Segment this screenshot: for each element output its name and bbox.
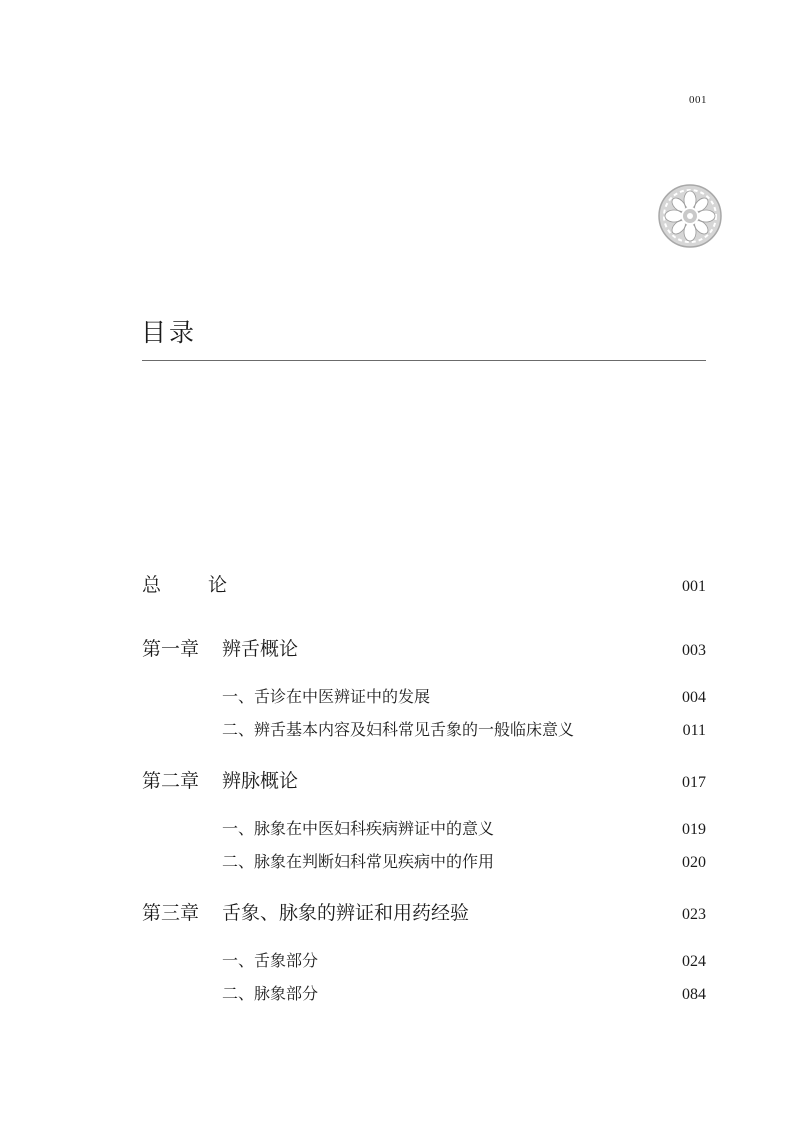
section-title: 一、舌诊在中医辨证中的发展 xyxy=(222,687,431,706)
chapter-label: 第一章 xyxy=(142,638,200,660)
page-ref: 023 xyxy=(682,906,706,923)
toc-chapter-3[interactable] xyxy=(142,898,706,925)
page-ref: 003 xyxy=(682,642,706,659)
page-ref: 084 xyxy=(682,986,706,1003)
toc-section-3-2[interactable] xyxy=(142,981,706,1004)
toc-title: 目录 xyxy=(141,318,198,347)
section-title: 二、脉象部分 xyxy=(222,984,319,1003)
page-ref: 024 xyxy=(682,953,706,970)
toc-chapter-2[interactable] xyxy=(142,766,706,793)
section-title: 二、脉象在判断妇科常见疾病中的作用 xyxy=(222,852,495,871)
chapter-title: 辨舌概论 xyxy=(222,638,299,660)
chapter-title: 舌象、脉象的辨证和用药经验 xyxy=(222,902,470,924)
toc-chapter-general[interactable] xyxy=(142,570,706,597)
chapter-label: 总 论 xyxy=(142,574,242,596)
page-ref: 020 xyxy=(682,854,706,871)
toc-section-3-1[interactable] xyxy=(142,948,706,971)
toc-section-1-1[interactable] xyxy=(142,684,706,707)
lotus-medallion-icon xyxy=(657,183,723,249)
toc-section-2-2[interactable] xyxy=(142,849,706,872)
page-ref: 011 xyxy=(682,722,706,739)
page-ref: 017 xyxy=(682,774,706,791)
section-title: 一、舌象部分 xyxy=(222,951,319,970)
page-ref: 001 xyxy=(682,578,706,595)
page-ref: 004 xyxy=(682,689,706,706)
section-title: 一、脉象在中医妇科疾病辨证中的意义 xyxy=(222,819,495,838)
page-number: 001 xyxy=(689,94,707,106)
chapter-title: 辨脉概论 xyxy=(222,770,299,792)
toc-section-1-2[interactable] xyxy=(142,717,706,740)
title-divider xyxy=(142,360,706,361)
chapter-label: 第三章 xyxy=(142,902,200,924)
section-title: 二、辨舌基本内容及妇科常见舌象的一般临床意义 xyxy=(222,720,575,739)
toc-chapter-1[interactable] xyxy=(142,634,706,661)
chapter-label: 第二章 xyxy=(142,770,200,792)
toc-section-2-1[interactable] xyxy=(142,816,706,839)
page-ref: 019 xyxy=(682,821,706,838)
